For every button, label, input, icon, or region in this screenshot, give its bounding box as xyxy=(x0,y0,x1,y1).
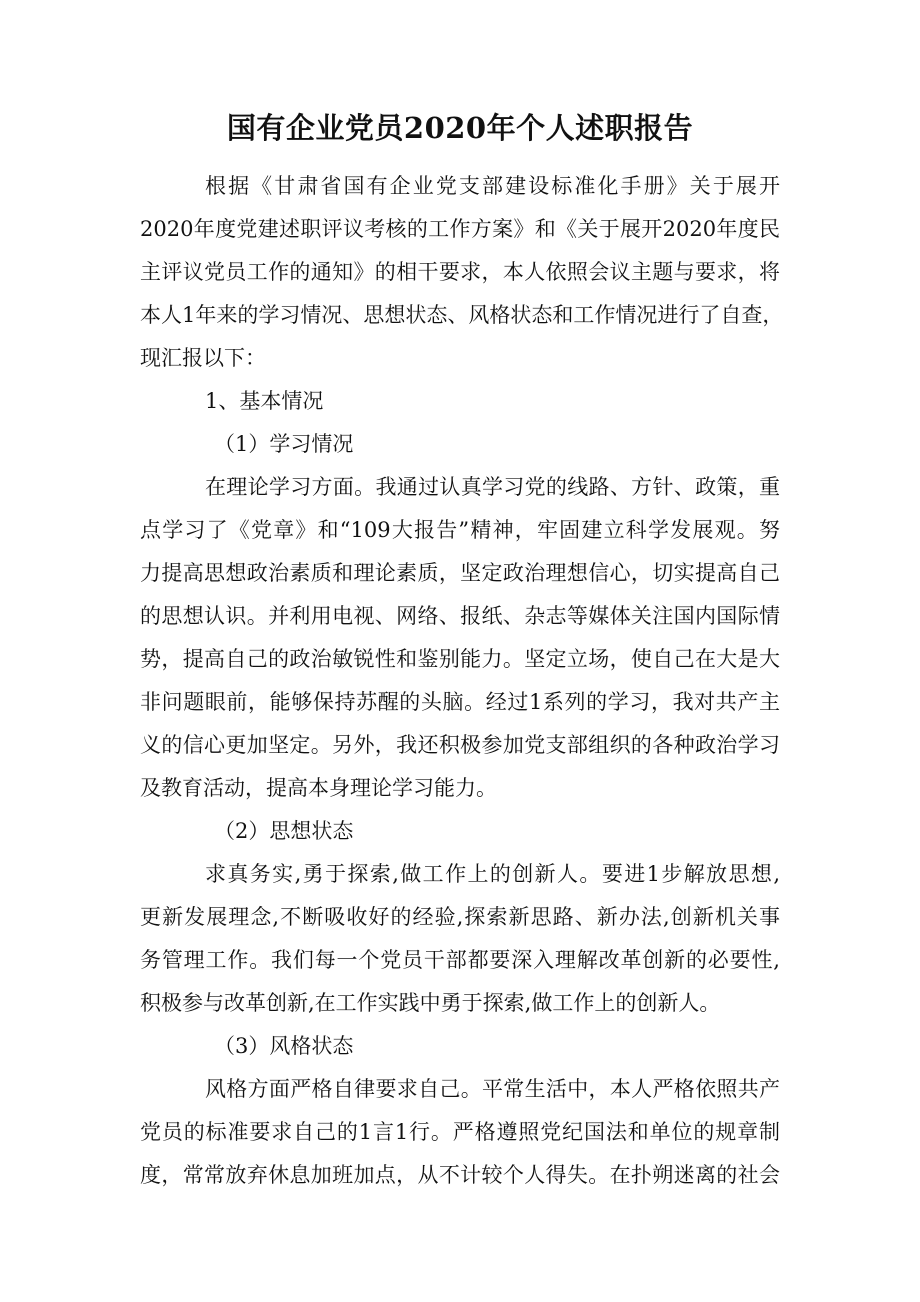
study-line-7: 义的信心更加坚定。另外，我还积极参加党支部组织的各种政治学习 xyxy=(140,733,780,757)
study-line-4: 的思想认识。并利用电视、网络、报纸、杂志等媒体关注国内国际情 xyxy=(140,604,780,628)
intro-line-5: 现汇报以下： xyxy=(140,346,266,370)
document-title: 国有企业党员2020年个人述职报告 xyxy=(226,111,694,145)
study-line-3: 力提高思想政治素质和理论素质，坚定政治理想信心，切实提高自己 xyxy=(140,561,780,585)
study-line-2: 点学习了《党章》和“109大报告”精神，牢固建立科学发展观。努 xyxy=(140,518,780,542)
style-line-3: 度，常常放弃休息加班加点，从不计较个人得失。在扑朔迷离的社会 xyxy=(140,1163,780,1187)
style-line-2: 党员的标准要求自己的1言1行。严格遵照党纪国法和单位的规章制 xyxy=(140,1120,780,1144)
subheading-style: （3）风格状态 xyxy=(214,1034,354,1058)
study-line-1: 在理论学习方面。我通过认真学习党的线路、方针、政策，重 xyxy=(205,475,780,499)
style-line-1: 风格方面严格自律要求自己。平常生活中，本人严格依照共产 xyxy=(205,1077,780,1101)
intro-line-2: 2020年度党建述职评议考核的工作方案》和《关于展开2020年度民 xyxy=(140,217,780,241)
thought-line-4: 积极参与改革创新,在工作实践中勇于探索,做工作上的创新人。 xyxy=(140,991,721,1015)
subheading-thought: （2）思想状态 xyxy=(214,819,354,843)
study-line-5: 势，提高自己的政治敏锐性和鉴别能力。坚定立场，使自己在大是大 xyxy=(140,647,780,671)
thought-line-1: 求真务实,勇于探索,做工作上的创新人。要进1步解放思想, xyxy=(205,862,780,886)
study-line-6: 非问题眼前，能够保持苏醒的头脑。经过1系列的学习，我对共产主 xyxy=(140,690,780,714)
study-line-8: 及教育活动，提高本身理论学习能力。 xyxy=(140,776,497,800)
section-heading-basic: 1、基本情况 xyxy=(205,389,324,413)
intro-line-3: 主评议党员工作的通知》的相干要求，本人依照会议主题与要求，将 xyxy=(140,260,780,284)
intro-line-4: 本人1年来的学习情况、思想状态、风格状态和工作情况进行了自查， xyxy=(140,303,784,327)
subheading-study: （1）学习情况 xyxy=(214,432,354,456)
intro-line-1: 根据《甘肃省国有企业党支部建设标准化手册》关于展开 xyxy=(205,174,780,198)
thought-line-2: 更新发展理念,不断吸收好的经验,探索新思路、新办法,创新机关事 xyxy=(140,905,780,929)
thought-line-3: 务管理工作。我们每一个党员干部都要深入理解改革创新的必要性, xyxy=(140,948,780,972)
